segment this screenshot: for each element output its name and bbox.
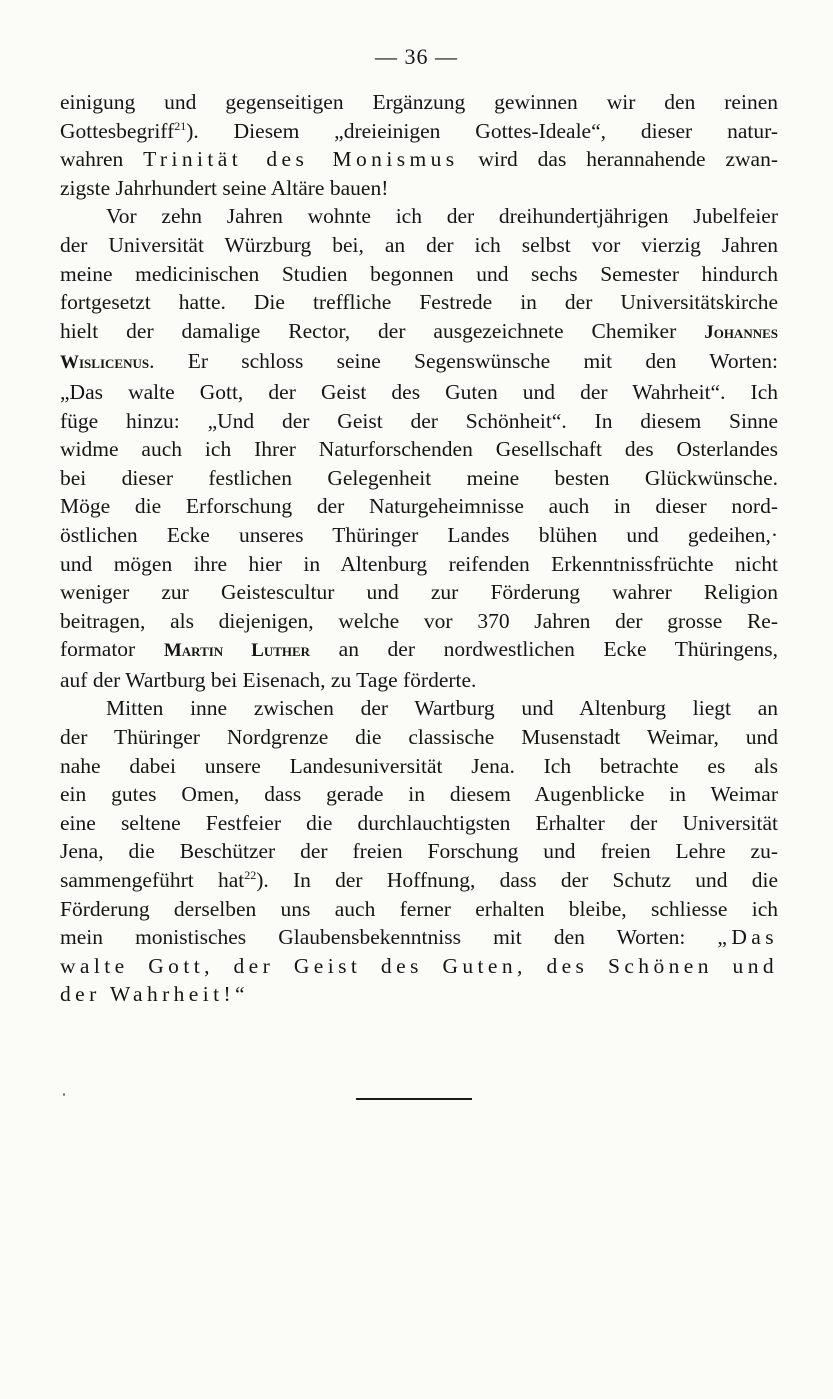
text-line: auf der Wartburg bei Eisenach, zu Tage förderte. — [60, 667, 477, 692]
footnote-ref-21: 21 — [174, 118, 187, 133]
spaced-emphasis-line: walte Gott, der Geist des Guten, des Schönen und — [60, 953, 778, 978]
paper-speck — [63, 1093, 65, 1096]
paragraph-start: Vor zehn Jahren wohnte ich der dreihundertjährigen Jubelfeier — [106, 204, 778, 229]
text-line: nahe dabei unsere Landesuniversität Jena. Ich betrachte es als — [60, 753, 778, 778]
text-line: Wislicenus. Er schloss seine Segenswünsche mit den Worten: — [60, 349, 778, 374]
text-line: Gottesbegriff$^{21}$). Diesem „dreieinigen Gottes-Ideale“, dieser natur- — [60, 118, 778, 143]
text-line: widme auch ich Ihrer Naturforschenden Gesellschaft des Osterlandes — [60, 437, 778, 462]
text-line: wahren Trinität des Monismus wird das herannahende zwan- — [60, 147, 778, 172]
spaced-emphasis: Trinität des Monismus — [143, 147, 459, 172]
text-line: weniger zur Geistescultur und zur Förderung wahrer Religion — [60, 580, 778, 605]
text-line: beitragen, als diejenigen, welche vor 370 Jahren der grosse Re- — [60, 608, 778, 633]
text-line: formator Martin Luther an der nordwestlichen Ecke Thüringens, — [60, 637, 778, 662]
text-line: zigste Jahrhundert seine Altäre bauen! — [60, 175, 389, 200]
text-line: Förderung derselben uns auch ferner erhalten bleibe, schliesse ich — [60, 896, 778, 921]
footnote-ref-22: 22 — [244, 868, 257, 883]
text-line: einigung und gegenseitigen Ergänzung gewinnen wir den reinen — [60, 90, 778, 114]
name-small-caps: Martin Luther — [163, 640, 311, 662]
name-small-caps: Johannes — [704, 321, 778, 343]
text-line: östlichen Ecke unseres Thüringer Landes blühen und gedeihen,· — [60, 522, 778, 547]
text-line: „Das walte Gott, der Geist des Guten und der Wahrheit“. Ich — [60, 379, 778, 404]
text-line: füge hinzu: „Und der Geist der Schönheit“. In diesem Sinne — [60, 408, 778, 433]
text-line: ein gutes Omen, dass gerade in diesem Augenblicke in Weimar — [60, 782, 778, 807]
spaced-emphasis: „Das — [717, 925, 778, 950]
text-line: bei dieser festlichen Gelegenheit meine besten Glückwünsche. — [60, 465, 778, 490]
body-text — [60, 88, 778, 1009]
text-line: Jena, die Beschützer der freien Forschung und freien Lehre zu- — [60, 839, 778, 864]
text-line: der Universität Würzburg bei, an der ich selbst vor vierzig Jahren — [60, 232, 778, 257]
paragraph-start: Mitten inne zwischen der Wartburg und Altenburg liegt an — [106, 696, 778, 721]
text-line: eine seltene Festfeier die durchlauchtigsten Erhalter der Universität — [60, 810, 778, 835]
text-line: fortgesetzt hatte. Die treffliche Festrede in der Universitätskirche — [60, 290, 778, 315]
text-line: mein monistisches Glaubensbekenntniss mit den Worten: „Das — [60, 925, 778, 950]
text-line: Möge die Erforschung der Naturgeheimnisse auch in dieser nord- — [60, 494, 778, 519]
page-number: — 36 — — [375, 44, 458, 69]
spaced-emphasis-line: der Wahrheit!“ — [60, 982, 250, 1007]
text-line: meine medicinischen Studien begonnen und sechs Semester hindurch — [60, 261, 778, 286]
name-small-caps: Wislicenus — [60, 352, 150, 374]
text-line: der Thüringer Nordgrenze die classische Musenstadt Weimar, und — [60, 725, 778, 750]
text-line: sammengeführt hat$^{22}$). In der Hoffnung, dass der Schutz und die — [60, 868, 778, 893]
text-line: hielt der damalige Rector, der ausgezeichnete Chemiker Johannes — [60, 318, 778, 343]
end-rule — [356, 1098, 472, 1100]
text-line: und mögen ihre hier in Altenburg reifenden Erkenntnissfrüchte nicht — [60, 551, 778, 576]
